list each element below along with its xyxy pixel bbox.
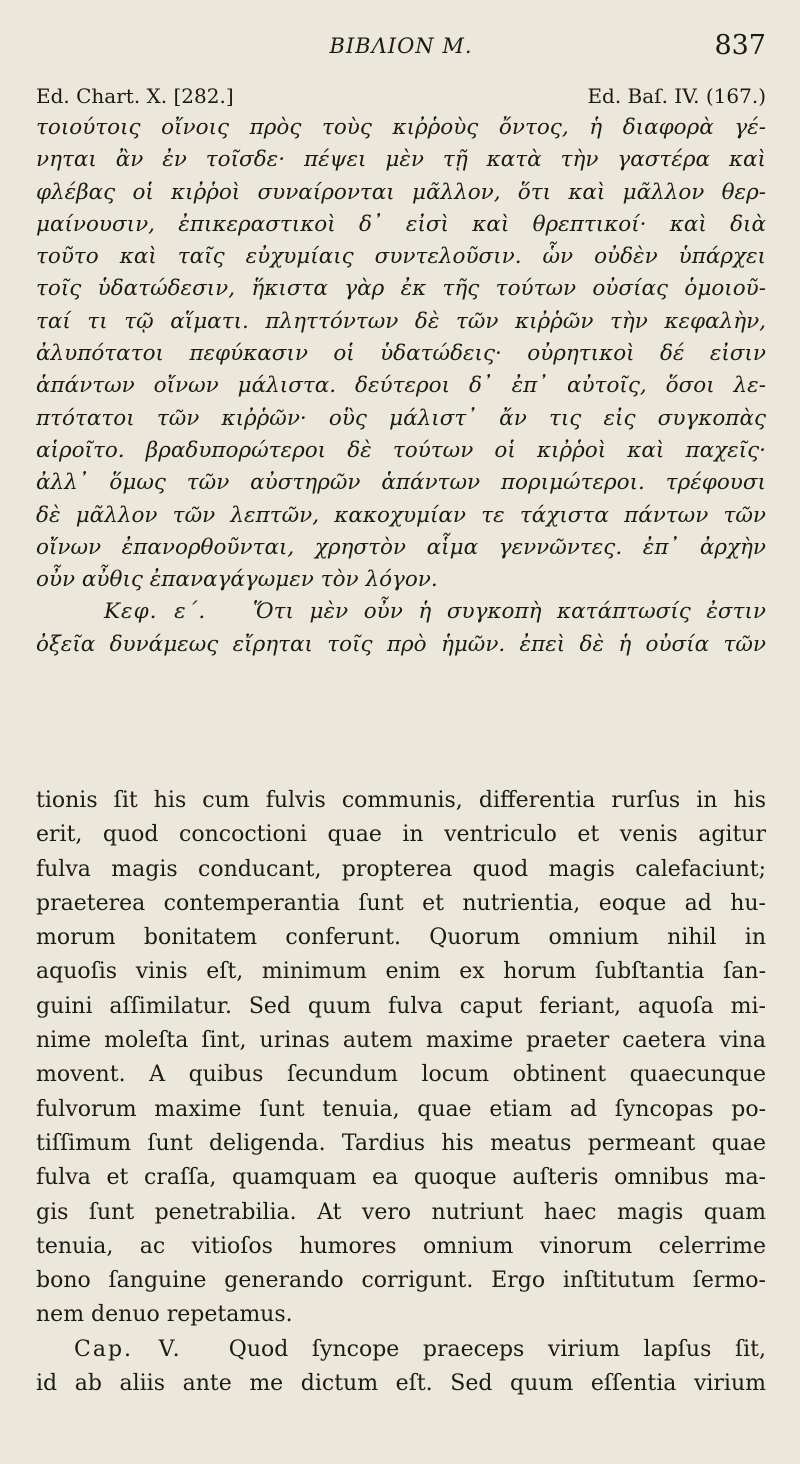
latin-line: aquoſis vinis eſt, minimum enim ex horum ſubſtantia ſan-	[36, 959, 766, 985]
greek-line: δὲ μᾶλλον τῶν λεπτῶν, κακοχυμίαν τε τάχιστα πάντων τῶν	[36, 502, 766, 528]
edition-references	[36, 84, 766, 110]
greek-line: τοιούτοις οἴνοις πρὸς τοὺς κιῤῥοὺς ὄντος, ἡ διαφορὰ γέ-	[36, 115, 766, 140]
greek-line: ἀλυπότατοι πεφύκασιν οἱ ὑδατώδεις· οὐρητικοὶ δέ εἰσιν	[36, 341, 766, 367]
latin-line: praeterea contemperantia ſunt et nutrientia, eoque ad hu-	[36, 890, 766, 916]
latin-line: erit, quod concoctioni quae in ventriculo et venis agitur	[36, 822, 766, 848]
greek-text	[36, 112, 766, 661]
latin-line: gis ſunt penetrabilia. At vero nutriunt haec magis quam	[36, 1199, 766, 1225]
greek-line: οὖν αὖθις ἐπαναγάγωμεν τὸν λόγον.	[36, 567, 438, 593]
latin-text	[36, 784, 766, 1401]
page-number: 837	[714, 30, 766, 61]
greek-line: νηται ἂν ἐν τοῖσδε· πέψει μὲν τῇ κατὰ τὴν γαστέρα καὶ	[36, 147, 766, 173]
greek-line: τοῦτο καὶ ταῖς εὐχυμίαις συντελοῦσιν. ὧν οὐδὲν ὑπάρχει	[36, 244, 766, 270]
latin-chapter-text: Quod ſyncope praeceps virium lapſus ſit,	[228, 1336, 766, 1362]
greek-chapter-text: Ὅτι μὲν οὖν ἡ συγκοπὴ κατάπτωσίς ἐστιν	[252, 599, 766, 625]
greek-line: ὀξεῖα δυνάμεως εἴρηται τοῖς πρὸ ἡμῶν. ἐπεὶ δὲ ἡ οὐσία τῶν	[36, 631, 766, 657]
edition-basel-ref: Ed. Baſ. IV. (167.)	[587, 84, 766, 108]
greek-line: ἀλλ᾽ ὅμως τῶν αὐστηρῶν ἁπάντων ποριμώτεροι. τρέφουσι	[36, 470, 766, 496]
greek-line: οἴνων ἐπανορθοῦνται, χρηστὸν αἷμα γεννῶντες. ἐπ᾽ ἀρχὴν	[36, 534, 766, 560]
greek-chapter-label: Κεφ. ε΄.	[104, 599, 207, 625]
running-head	[36, 30, 766, 64]
latin-line: tenuia, ac vitioſos humores omnium vinorum celerrime	[36, 1233, 766, 1259]
latin-line: id ab aliis ante me dictum eſt. Sed quum eſſentia virium	[36, 1371, 766, 1397]
greek-line: αἱροῖτο. βραδυπορώτεροι δὲ τούτων οἱ κιῤῥοὶ καὶ παχεῖς·	[36, 437, 766, 463]
latin-line: bono ſanguine generando corrigunt. Ergo inſtitutum ſermo-	[36, 1268, 766, 1294]
latin-chapter-heading	[36, 1333, 766, 1367]
latin-line: fulva magis conducant, propterea quod magis calefaciunt;	[36, 856, 766, 882]
greek-line: ταί τι τῷ αἵματι. πληττόντων δὲ τῶν κιῤῥῶν τὴν κεφαλὴν,	[36, 308, 766, 334]
greek-chapter-heading	[36, 596, 766, 628]
latin-line: fulva et craſſa, quamquam ea quoque auſteris omnibus ma-	[36, 1165, 766, 1191]
latin-line: movent. A quibus ſecundum locum obtinent quaecunque	[36, 1062, 766, 1088]
greek-line: ἁπάντων οἴνων μάλιστα. δεύτεροι δ᾽ ἐπ᾽ αὐτοῖς, ὅσοι λε-	[36, 373, 766, 399]
latin-line: nem denuo repetamus.	[36, 1302, 293, 1328]
edition-chartier-ref: Ed. Chart. X. [282.]	[36, 84, 234, 108]
greek-line: τοῖς ὑδατώδεσιν, ἥκιστα γὰρ ἐκ τῆς τούτων οὐσίας ὁμοιοῦ-	[36, 276, 766, 302]
latin-line: tiſſimum ſunt deligenda. Tardius his meatus permeant quae	[36, 1130, 766, 1156]
latin-line: fulvorum maxime ſunt tenuia, quae etiam ad ſyncopas po-	[36, 1096, 766, 1122]
latin-chapter-label: Cap. V.	[74, 1336, 182, 1362]
latin-line: nime moleſta ſint, urinas autem maxime praeter caetera vina	[36, 1028, 766, 1054]
greek-line: μαίνουσιν, ἐπικεραστικοὶ δ᾽ εἰσὶ καὶ θρεπτικοί· καὶ διὰ	[36, 211, 766, 237]
book-title: ΒΙΒΛΙΟΝ Μ.	[329, 34, 473, 58]
greek-line: φλέβας οἱ κιῤῥοὶ συναίρονται μᾶλλον, ὅτι καὶ μᾶλλον θερ-	[36, 179, 766, 205]
latin-line: tionis ſit his cum fulvis communis, differentia rurſus in his	[36, 788, 766, 813]
latin-line: morum bonitatem conferunt. Quorum omnium nihil in	[36, 925, 766, 951]
greek-line: πτότατοι τῶν κιῤῥῶν· οὓς μάλιστ᾽ ἄν τις εἰς συγκοπὰς	[36, 405, 766, 431]
latin-line: guini aſſimilatur. Sed quum fulva caput feriant, aquoſa mi-	[36, 993, 766, 1019]
